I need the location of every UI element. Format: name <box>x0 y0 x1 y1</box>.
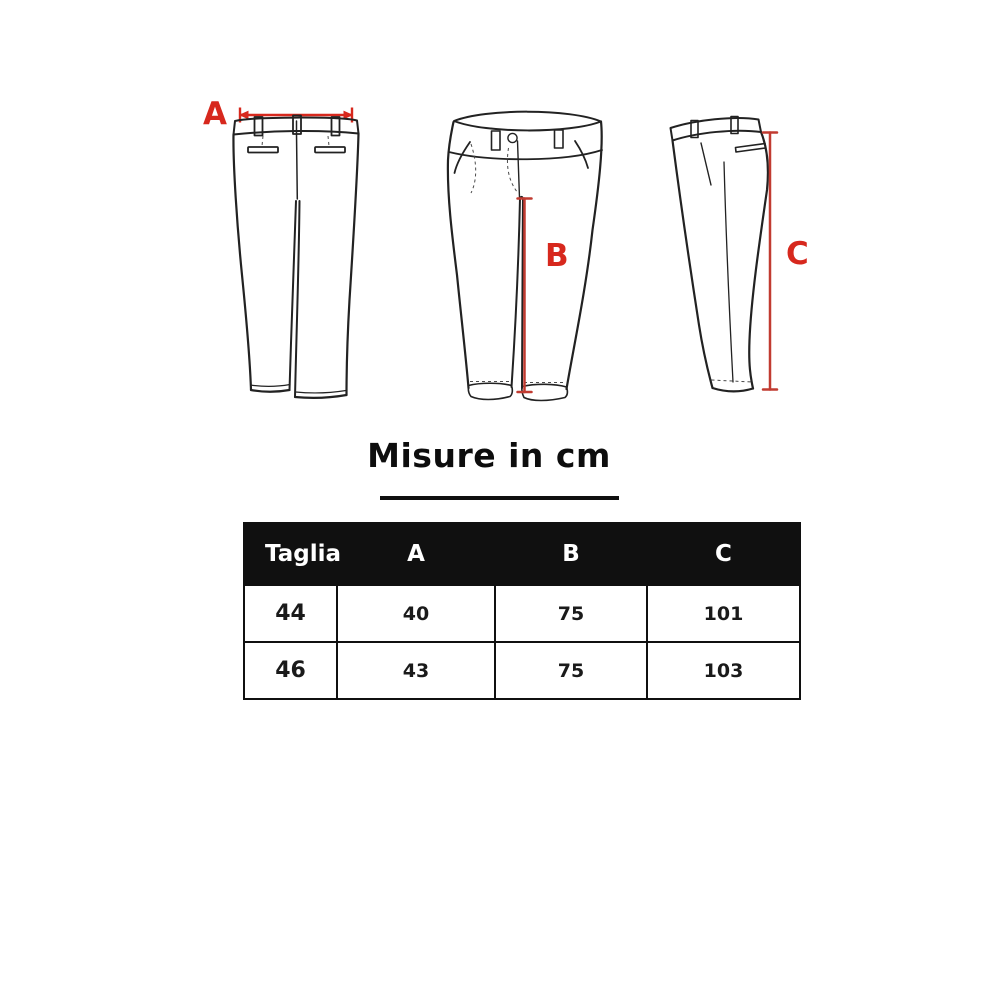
cell-b: 75 <box>495 642 647 699</box>
cell-size: 44 <box>244 585 337 642</box>
title-underline <box>380 496 619 500</box>
measurement-label-a: A <box>203 96 227 132</box>
pants-front-view-drawing <box>440 100 615 410</box>
header-cell-c: C <box>647 523 800 585</box>
header-cell-taglia: Taglia <box>244 523 337 585</box>
chart-title: Misure in cm <box>367 436 611 475</box>
cell-size: 46 <box>244 642 337 699</box>
header-cell-a: A <box>337 523 495 585</box>
pants-back-view-drawing <box>200 95 380 410</box>
size-row-44 <box>244 585 800 642</box>
measurement-line-c <box>763 133 777 390</box>
measurement-label-c: C <box>786 236 809 272</box>
size-table <box>243 522 801 700</box>
side-waistband <box>671 118 762 140</box>
cell-b: 75 <box>495 585 647 642</box>
size-table-header-row <box>244 523 800 585</box>
cell-a: 43 <box>337 642 495 699</box>
cell-a: 40 <box>337 585 495 642</box>
measurement-label-b: B <box>545 238 569 274</box>
size-row-46 <box>244 642 800 699</box>
header-cell-b: B <box>495 523 647 585</box>
cell-c: 101 <box>647 585 800 642</box>
front-waistband-inside <box>454 112 601 131</box>
cell-c: 103 <box>647 642 800 699</box>
